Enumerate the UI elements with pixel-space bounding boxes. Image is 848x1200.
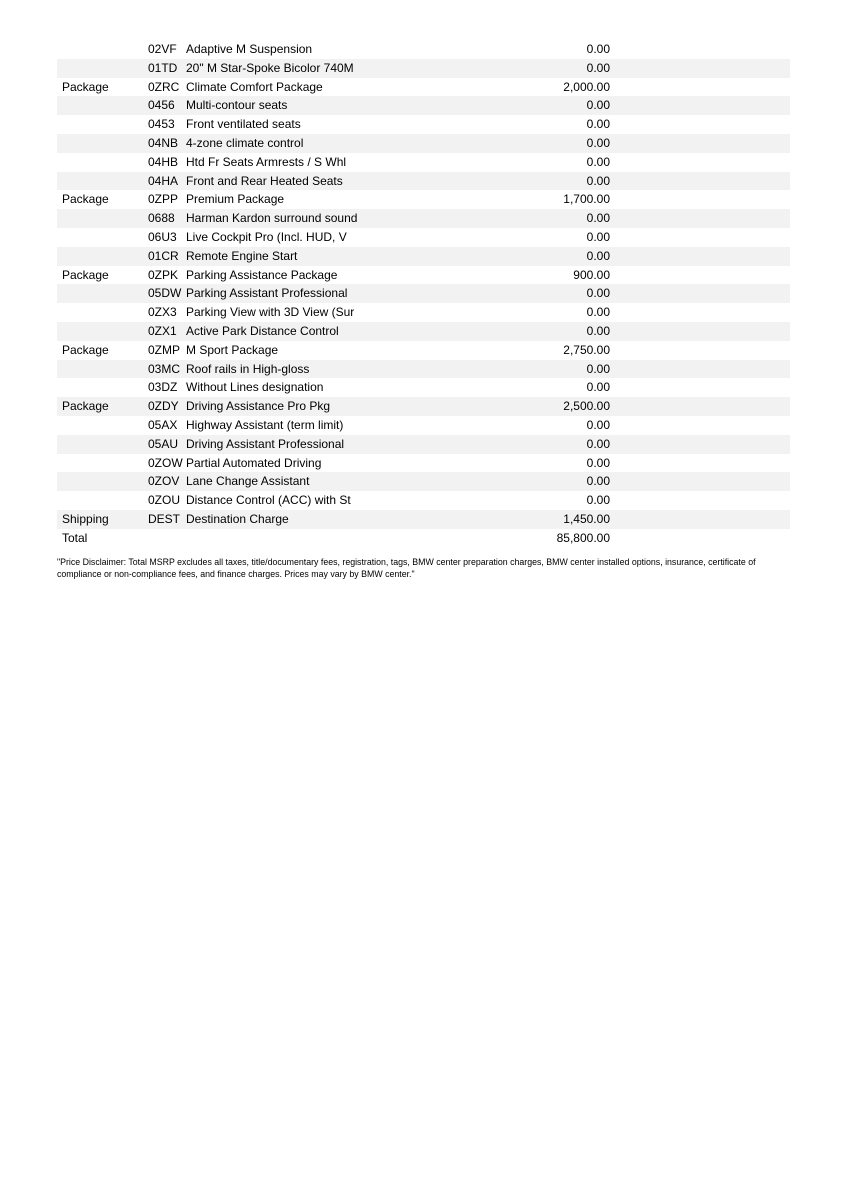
row-item-description: Parking View with 3D View (Sur	[186, 305, 355, 320]
row-price: 0.00	[586, 323, 610, 338]
row-item-description: Multi-contour seats	[186, 98, 288, 113]
row-item-code: 0ZDY	[148, 399, 179, 414]
row-item-code: 0ZX1	[148, 323, 177, 338]
row-item-code: 04HB	[148, 154, 179, 169]
row-category: Package	[62, 399, 109, 414]
row-item-code: 01TD	[148, 60, 178, 75]
table-row	[57, 153, 790, 172]
row-price: 900.00	[573, 267, 610, 282]
row-item-code: 0ZOV	[148, 474, 180, 489]
row-item-code: 0456	[148, 98, 175, 113]
row-item-description: Remote Engine Start	[186, 248, 298, 263]
table-row	[57, 115, 790, 134]
row-item-code: DEST	[148, 511, 181, 526]
table-row	[57, 360, 790, 379]
row-item-code: 05AX	[148, 417, 178, 432]
row-item-description: Adaptive M Suspension	[186, 42, 313, 56]
table-row	[57, 228, 790, 247]
table-row	[57, 454, 790, 473]
row-category: Total	[62, 530, 88, 545]
row-price: 0.00	[586, 493, 610, 508]
row-item-code: 0ZMP	[148, 342, 181, 357]
row-price: 0.00	[586, 305, 610, 320]
row-item-code: 03DZ	[148, 380, 178, 395]
row-price: 0.00	[586, 248, 610, 263]
row-price: 0.00	[586, 42, 610, 56]
table-row	[57, 134, 790, 153]
table-row	[57, 172, 790, 191]
row-item-code: 01CR	[148, 248, 179, 263]
row-item-code: 05AU	[148, 436, 179, 451]
table-row	[57, 322, 790, 341]
row-price: 0.00	[586, 380, 610, 395]
row-price: 0.00	[586, 229, 610, 244]
row-item-code: 0ZPP	[148, 192, 179, 207]
row-item-description: Lane Change Assistant	[186, 474, 310, 489]
row-price: 0.00	[586, 286, 610, 301]
row-price: 1,700.00	[563, 192, 610, 207]
row-category: Package	[62, 267, 109, 282]
row-price: 0.00	[586, 417, 610, 432]
row-item-code: 0ZOU	[148, 493, 181, 508]
row-item-description: Driving Assistance Pro Pkg	[186, 399, 331, 414]
table-row	[57, 96, 790, 115]
row-item-description: Without Lines designation	[186, 380, 324, 395]
table-row	[57, 284, 790, 303]
row-price: 0.00	[586, 60, 610, 75]
table-row	[57, 40, 790, 59]
row-price: 0.00	[586, 173, 610, 188]
table-row	[57, 510, 790, 529]
table-row	[57, 397, 790, 416]
options-table	[57, 40, 790, 548]
row-item-description: Climate Comfort Package	[186, 79, 323, 94]
row-item-code: 04NB	[148, 135, 179, 150]
row-item-code: 0688	[148, 211, 175, 226]
row-price: 0.00	[586, 455, 610, 470]
row-category: Shipping	[62, 511, 109, 526]
row-price: 2,500.00	[563, 399, 610, 414]
row-item-code: 04HA	[148, 173, 179, 188]
row-price: 2,000.00	[563, 79, 610, 94]
row-item-description: Destination Charge	[186, 511, 289, 526]
row-item-code: 0ZRC	[148, 79, 180, 94]
row-item-description: M Sport Package	[186, 342, 279, 357]
row-item-description: Distance Control (ACC) with St	[186, 493, 351, 508]
table-row	[57, 190, 790, 209]
row-price: 0.00	[586, 98, 610, 113]
table-row	[57, 59, 790, 78]
row-item-description: 4-zone climate control	[186, 135, 304, 150]
row-price: 0.00	[586, 135, 610, 150]
row-item-description: Harman Kardon surround sound	[186, 211, 358, 226]
row-item-description: Parking Assistance Package	[186, 267, 338, 282]
table-row	[57, 416, 790, 435]
row-price: 0.00	[586, 117, 610, 132]
row-item-description: Parking Assistant Professional	[186, 286, 348, 301]
row-item-description: Front ventilated seats	[186, 117, 301, 132]
row-item-code: 0ZOW	[148, 455, 183, 470]
row-item-description: Front and Rear Heated Seats	[186, 173, 343, 188]
table-row	[57, 341, 790, 360]
row-item-code: 0453	[148, 117, 175, 132]
table-row	[57, 435, 790, 454]
row-price: 2,750.00	[563, 342, 610, 357]
row-item-description: Htd Fr Seats Armrests / S Whl	[186, 154, 347, 169]
row-item-description: 20" M Star-Spoke Bicolor 740M	[186, 60, 354, 75]
row-item-code: 06U3	[148, 229, 177, 244]
row-price: 0.00	[586, 436, 610, 451]
table-row	[57, 378, 790, 397]
row-item-description: Roof rails in High-gloss	[186, 361, 310, 376]
row-price: 85,800.00	[556, 530, 610, 545]
row-item-description: Partial Automated Driving	[186, 455, 322, 470]
row-price: 1,450.00	[563, 511, 610, 526]
row-item-description: Premium Package	[186, 192, 285, 207]
row-price: 0.00	[586, 211, 610, 226]
row-item-code: 0ZPK	[148, 267, 179, 282]
row-category: Package	[62, 342, 109, 357]
table-row	[57, 266, 790, 285]
row-price: 0.00	[586, 474, 610, 489]
row-item-description: Driving Assistant Professional	[186, 436, 345, 451]
row-item-description: Live Cockpit Pro (Incl. HUD, V	[186, 229, 347, 244]
row-item-code: 02VF	[148, 42, 177, 56]
row-item-code: 03MC	[148, 361, 181, 376]
row-category: Package	[62, 79, 109, 94]
row-item-description: Highway Assistant (term limit)	[186, 417, 344, 432]
row-price: 0.00	[586, 361, 610, 376]
table-row	[57, 529, 790, 548]
table-row	[57, 472, 790, 491]
row-item-code: 05DW	[148, 286, 182, 301]
row-price: 0.00	[586, 154, 610, 169]
price-disclaimer: "Price Disclaimer: Total MSRP excludes all taxes, title/documentary fees, registration, tags, BMW center preparation charges, BMW center installed options, insurance, certificate of compliance or non-compliance fees, and finance charges. Prices may vary by BMW center."	[57, 557, 756, 579]
table-row	[57, 303, 790, 322]
row-item-description: Active Park Distance Control	[186, 323, 339, 338]
table-row	[57, 491, 790, 510]
table-row	[57, 209, 790, 228]
row-category: Package	[62, 192, 109, 207]
table-row	[57, 247, 790, 266]
table-row	[57, 78, 790, 97]
row-item-code: 0ZX3	[148, 305, 177, 320]
